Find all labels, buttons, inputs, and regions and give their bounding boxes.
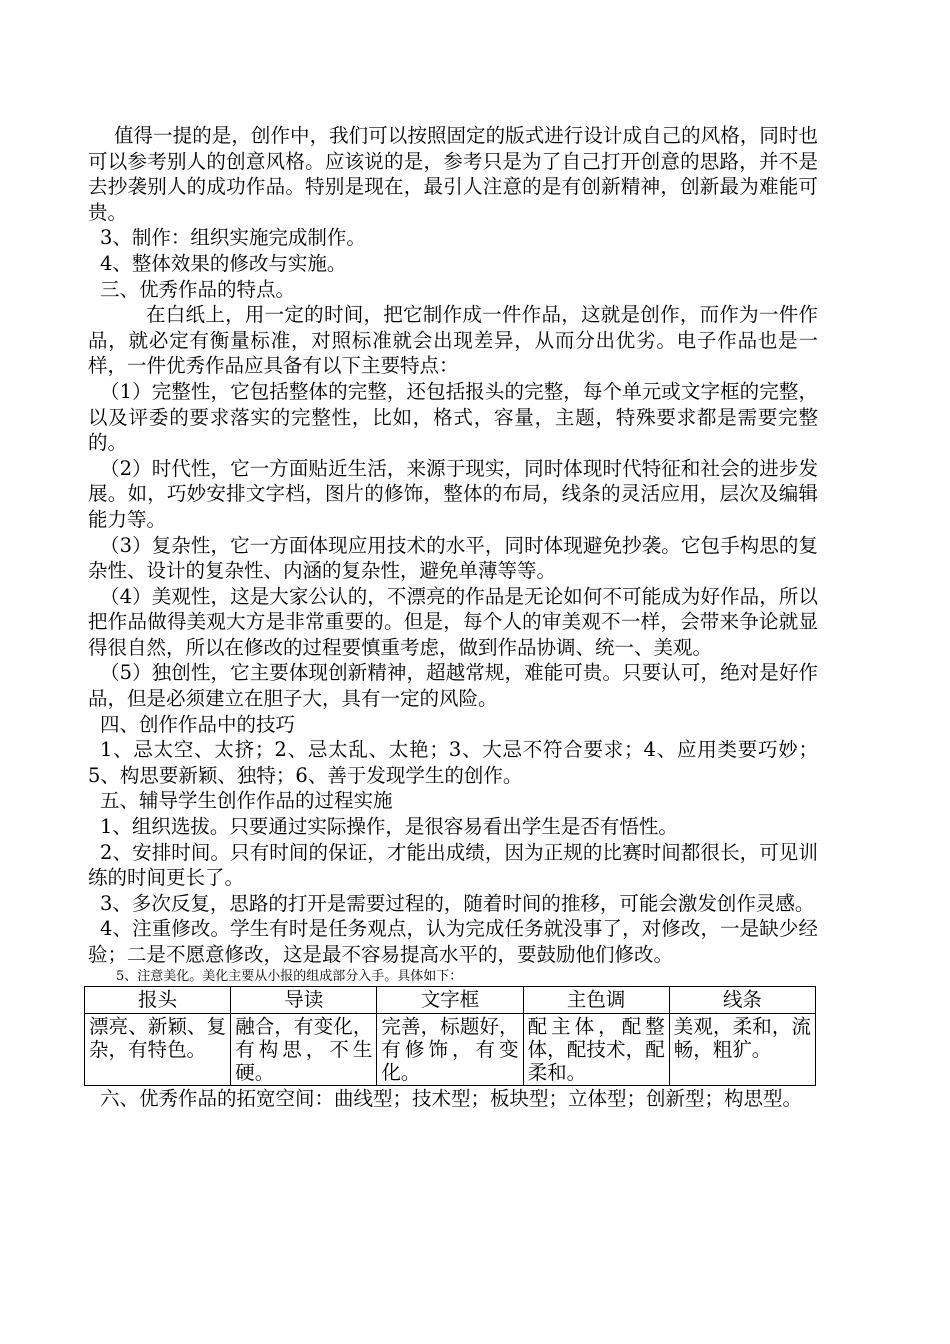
heading-section-4: 四、创作作品中的技巧 (100, 712, 296, 736)
table-row (85, 1013, 816, 1085)
heading-section-3: 三、优秀作品的特点。 (100, 277, 296, 301)
paragraph-feature-5: （5）独创性，它主要体现创新精神，超越常规，难能可贵。只要认可，绝对是好作品，但是必须建立在胆子大，具有一定的风险。 (88, 661, 818, 711)
paragraph-process-4: 4、注重修改。学生有时是任务观点，认为完成任务就没事了，对修改，一是缺少经验；二是不愿意修改，这是最不容易提高水平的，要鼓励他们修改。 (88, 917, 818, 966)
paragraph-feature-4: （4）美观性，这是大家公认的，不漂亮的作品是无论如何不可能成为好作品，所以把作品做得美观大方是非常重要的。但是，每个人的审美观不一样，会带来争论就显得很自然，所以在修改的过程要慎重考虑，做到作品协调、统一、美观。 (88, 584, 818, 659)
table-cell: 美观，柔和，流畅，粗犷。 (669, 1013, 815, 1085)
paragraph-process-2: 2、安排时间。只有时间的保证，才能出成绩，因为正规的比赛时间都很长，可见训练的时间更长了。 (88, 840, 818, 890)
paragraph-process-3: 3、多次反复，思路的打开是需要过程的，随着时间的推移，可能会激发创作灵感。 (100, 891, 815, 915)
table-header-cell: 主色调 (523, 986, 669, 1013)
document-body (88, 123, 818, 1111)
paragraph-creativity: 值得一提的是，创作中，我们可以按照固定的版式进行设计成自己的风格，同时也可以参考别人的创意风格。应该说的是，参考只是为了自己打开创意的思路，并不是去抄袭别人的成功作品。特别是现在，最引人注意的是有创新精神，创新最为难能可贵。 (88, 124, 818, 224)
paragraph-feature-3: （3）复杂性，它一方面体现应用技术的水平，同时体现避免抄袭。它包手构思的复杂性、设计的复杂性、内涵的复杂性，避免单薄等等。 (88, 533, 818, 583)
table-cell: 融合，有变化，有构思，不生硬。 (231, 1013, 377, 1085)
paragraph-section-6: 六、优秀作品的拓宽空间：曲线型；技术型；板块型；立体型；创新型；构思型。 (100, 1086, 803, 1110)
paragraph-step-4: 4、整体效果的修改与实施。 (100, 251, 347, 275)
table-cell: 完善，标题好，有修饰，有变化。 (377, 1013, 523, 1085)
paragraph-techniques: 1、忌太空、太挤；2、忌太乱、太艳；3、大忌不符合要求；4、应用类要巧妙；5、构思要新颖、独特；6、善于发现学生的创作。 (88, 738, 818, 787)
table-cell: 漂亮、新颖、复杂，有特色。 (85, 1013, 231, 1085)
features-table (84, 986, 816, 1086)
table-header-cell: 报头 (85, 986, 231, 1013)
table-cell: 配主体，配整体，配技术，配柔和。 (523, 1013, 669, 1085)
paragraph-step-3: 3、制作：组织实施完成制作。 (100, 226, 366, 250)
small-note-beautify: 5、注意美化。美化主要从小报的组成部分入手。具体如下： (116, 968, 463, 984)
table-header-cell: 线条 (669, 986, 815, 1013)
paragraph-process-1: 1、组织选拔。只要通过实际操作，是很容易看出学生是否有悟性。 (100, 815, 678, 839)
table-header-cell: 文字框 (377, 986, 523, 1013)
table-header-row (85, 986, 816, 1013)
paragraph-feature-2: （2）时代性，它一方面贴近生活，来源于现实，同时体现时代特征和社会的进步发展。如，巧妙安排文字档，图片的修饰，整体的布局，线条的灵活应用，层次及编辑能力等。 (88, 456, 818, 531)
heading-section-5: 五、辅导学生创作作品的过程实施 (100, 789, 393, 813)
paragraph-feature-1: （1）完整性，它包括整体的完整，还包括报头的完整，每个单元或文字框的完整，以及评委的要求落实的完整性，比如，格式，容量，主题，特殊要求都是需要完整的。 (88, 379, 818, 455)
paragraph-intro-features: 在白纸上，用一定的时间，把它制作成一件作品，这就是创作，而作为一件作品，就必定有衡量标准，对照标准就会出现差异，从而分出优劣。电子作品也是一样，一件优秀作品应具备有以下主要特点： (88, 303, 818, 378)
table-header-cell: 导读 (231, 986, 377, 1013)
